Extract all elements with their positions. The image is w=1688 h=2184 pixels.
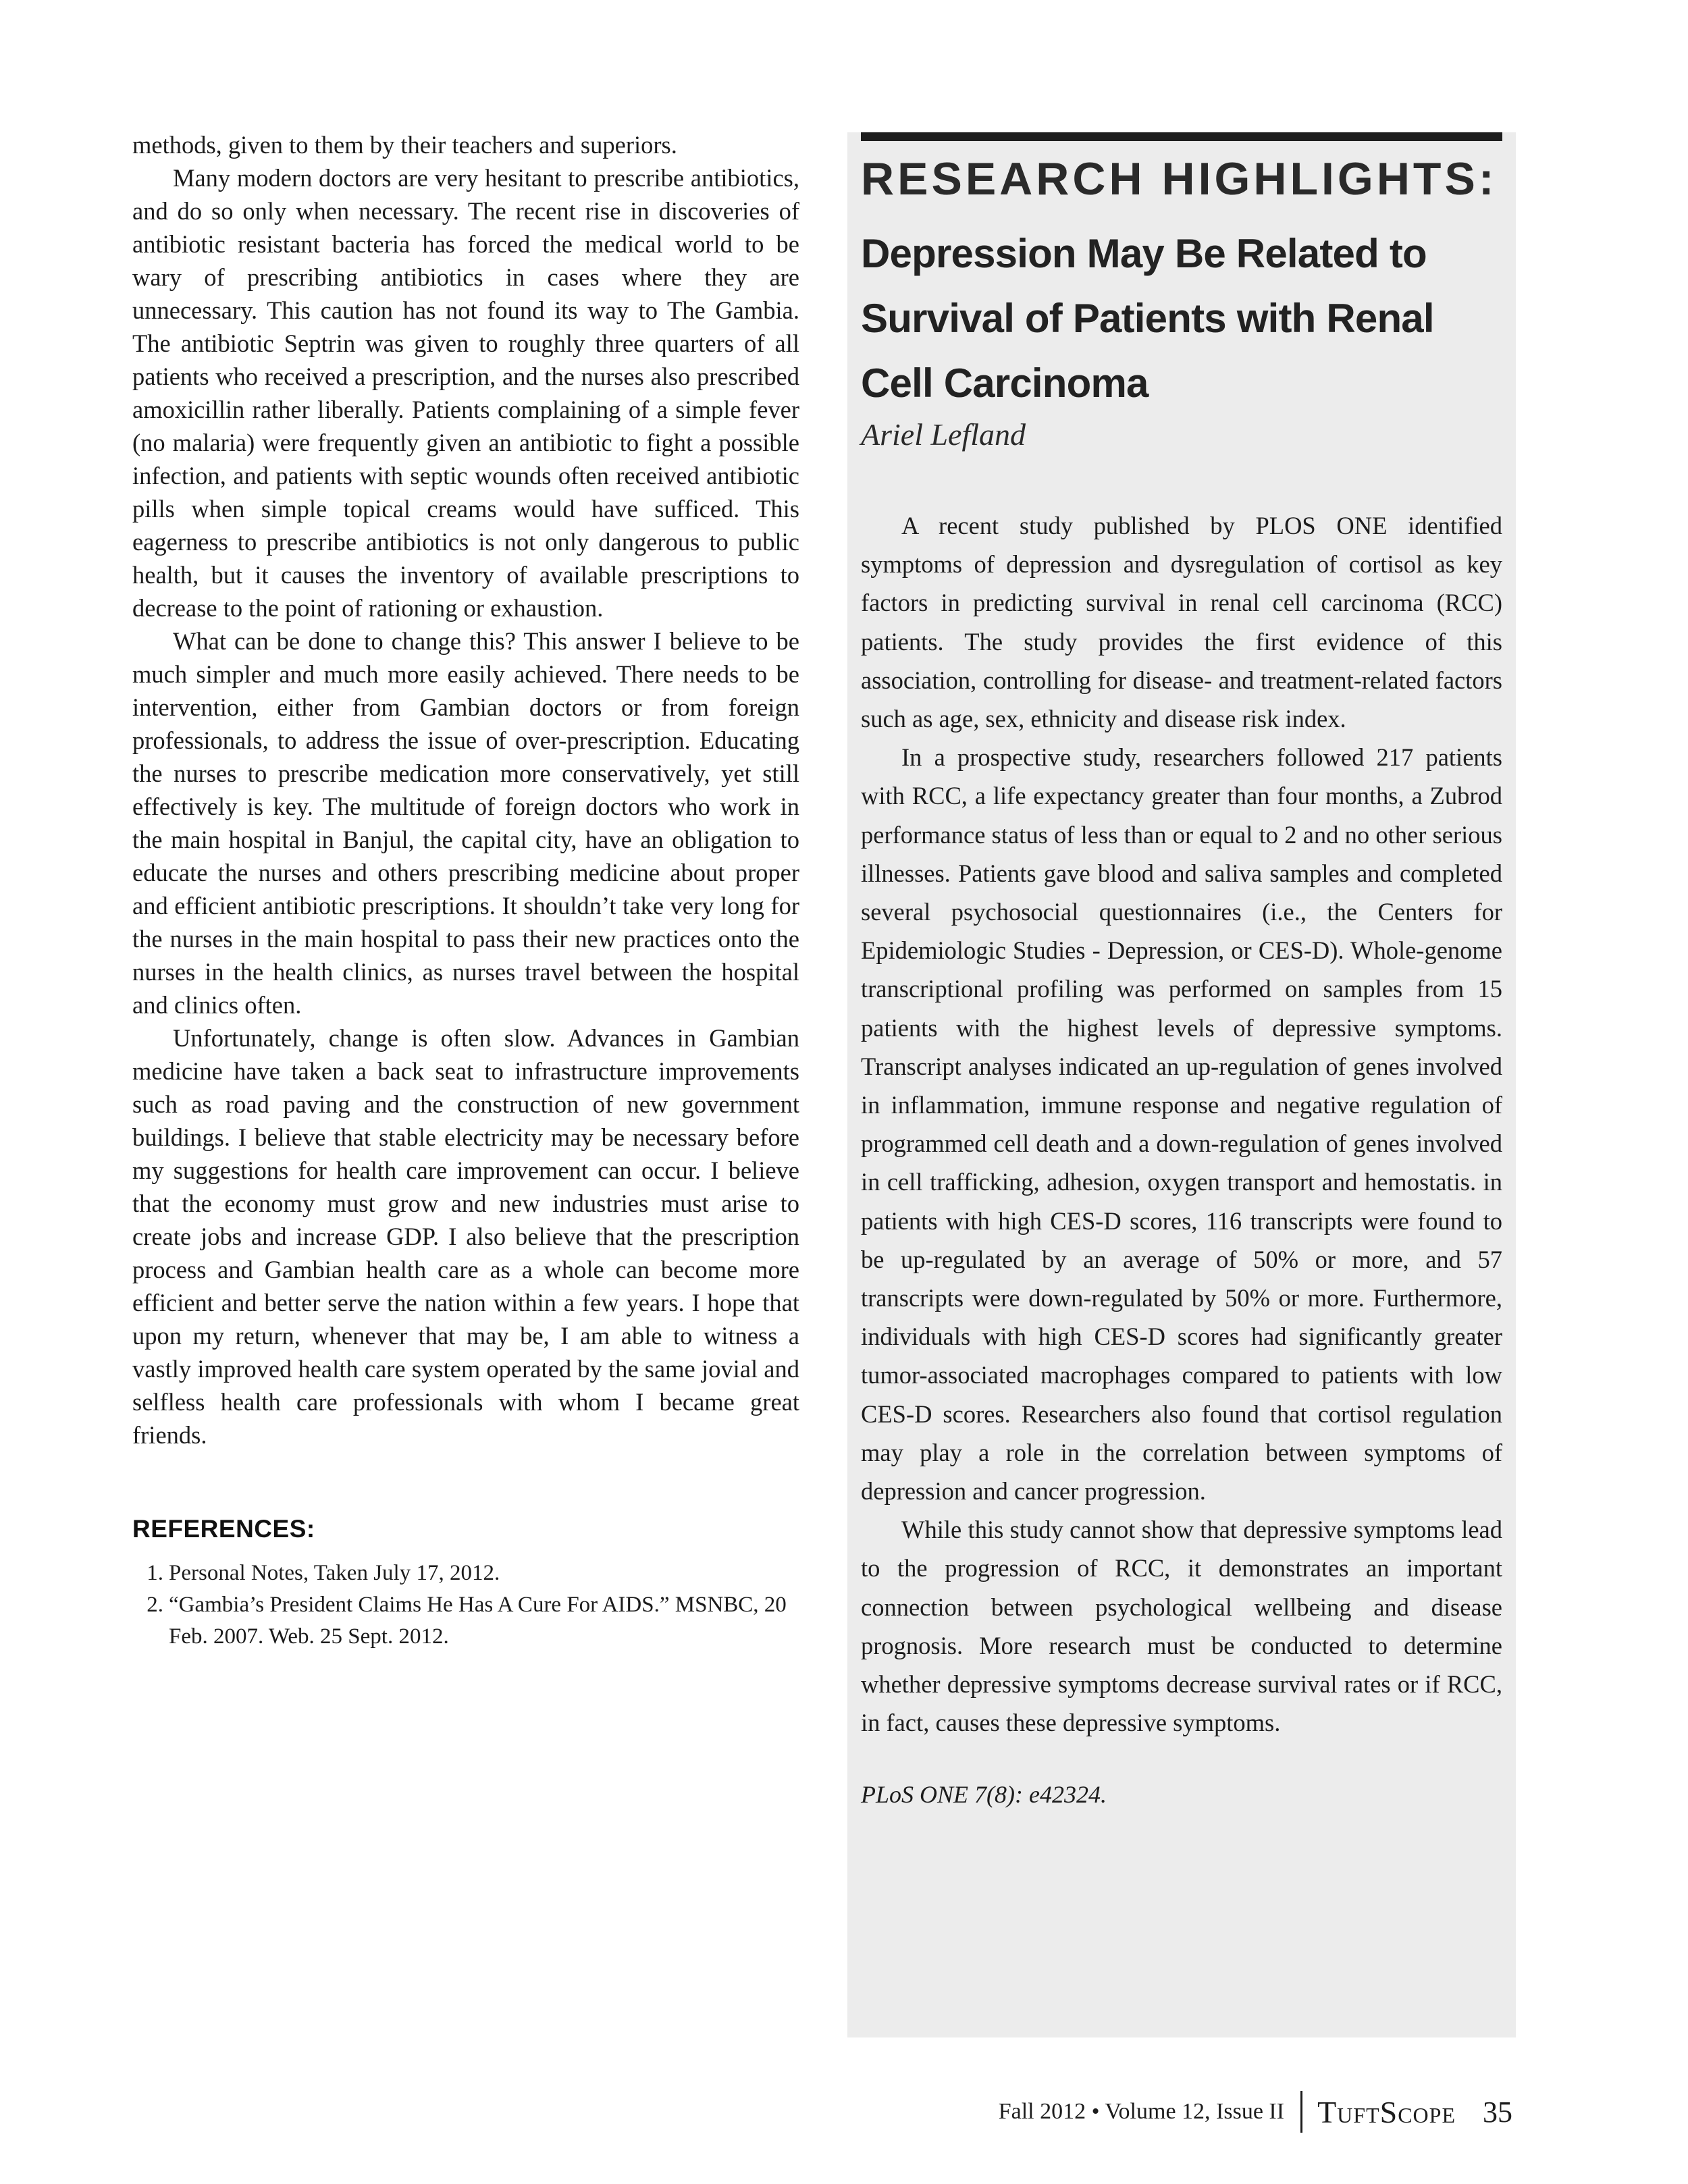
footer-brand: TuftScope: [1317, 2094, 1456, 2129]
reference-item: [132, 1589, 799, 1653]
article-paragraph: What can be done to change this? This answer I believe to be much simpler and much more easily achieved. There needs to be intervention, either from Gambian doctors or from foreign professionals, to address the issue of over-prescription. Educating the nurses to prescribe medication more conservatively, yet still effectively is key. The multitude of foreign doctors who work in the main hospital in Banjul, the capital city, have an obligation to educate the nurses and others prescribing medicine about proper and efficient antibiotic prescriptions. It shouldn’t take very long for the nurses in the main hospital to pass their new practices onto the nurses in the health clinics, as nurses travel between the hospital and clinics often.: [132, 627, 799, 1019]
sidebar-paragraph: In a prospective study, researchers followed 217 patients with RCC, a life expectancy greater than four months, a Zubrod performance status of less than or equal to 2 and no other serious illnesses. Patients gave blood and saliva samples and completed several psychosocial questionnaires (i.e., the Centers for Epidemiologic Studies - Depression, or CES-D). Whole-genome transcriptional profiling was performed on samples from 15 patients with the highest levels of depressive symptoms. Transcript analyses indicated an up-regulation of genes involved in inflammation, immune response and negative regulation of programmed cell death and a down-regulation of genes involved in cell trafficking, adhesion, oxygen transport and hemostatis. in patients with high CES-D scores, 116 transcripts were found to be up-regulated by an average of 50% or more, and 57 transcripts were down-regulated by 50% or more. Furthermore, individuals with high CES-D scores had significantly greater tumor-associated macrophages compared to patients with low CES-D scores. Researchers also found that cortisol regulation may play a role in the correlation between symptoms of depression and cancer progression.: [861, 743, 1502, 1506]
page-number: 35: [1483, 2095, 1512, 2129]
references-list: [132, 1557, 799, 1653]
article-paragraph: methods, given to them by their teachers and superiors.: [132, 131, 677, 159]
article-column: [132, 128, 799, 1653]
reference-text: Personal Notes, Taken July 17, 2012.: [169, 1561, 500, 1585]
sidebar-paragraph: A recent study published by PLOS ONE identified symptoms of depression and dysregulation of cortisol as key factors in predicting survival in renal cell carcinoma (RCC) patients. The study provides the first evidence of this association, controlling for disease- and treatment-related factors such as age, sex, ethnicity and disease risk index.: [861, 512, 1502, 733]
footer-issue: Fall 2012 • Volume 12, Issue II: [998, 2099, 1285, 2124]
reference-number: 2.: [147, 1593, 163, 1617]
reference-number: 1.: [147, 1561, 163, 1585]
sidebar-kicker: RESEARCH HIGHLIGHTS:: [861, 153, 1498, 205]
sidebar-title: Depression May Be Related to Survival of Patients with Renal Cell Carcinoma: [861, 231, 1434, 406]
reference-text: “Gambia’s President Claims He Has A Cure For AIDS.” MSNBC, 20 Feb. 2007. Web. 25 Sept. 2012.: [169, 1593, 787, 1649]
footer-divider: [1300, 2091, 1302, 2133]
sidebar-paragraph: While this study cannot show that depressive symptoms lead to the progression of RCC, it demonstrates an important connection between psychological wellbeing and disease prognosis. More research must be conducted to determine whether depressive symptoms decrease survival rates or if RCC, in fact, causes these depressive symptoms.: [861, 1516, 1502, 1737]
page-footer: [999, 2092, 1512, 2132]
article-paragraph: Unfortunately, change is often slow. Advances in Gambian medicine have taken a back seat to infrastructure improvements such as road paving and the construction of new government buildings. I believe that stable electricity may be necessary before my suggestions for health care improvement can occur. I believe that the economy must grow and new industries must arise to create jobs and increase GDP. I also believe that the prescription process and Gambian health care as a whole can become more efficient and better serve the nation within a few years. I hope that upon my return, whenever that may be, I am able to witness a vastly improved health care system operated by the same jovial and selfless health care professionals with whom I became great friends.: [132, 1024, 799, 1449]
reference-item: [132, 1557, 799, 1589]
sidebar-citation: PLoS ONE 7(8): e42324.: [861, 1780, 1107, 1808]
references-heading: REFERENCES:: [132, 1515, 315, 1543]
article-paragraph: Many modern doctors are very hesitant to prescribe antibiotics, and do so only when necessary. The recent rise in discoveries of antibiotic resistant bacteria has forced the medical world to be wary of prescribing antibiotics in cases where they are unnecessary. This caution has not found its way to The Gambia. The antibiotic Septrin was given to roughly three quarters of all patients who received a prescription, and the nurses also prescribed amoxicillin rather liberally. Patients complaining of a simple fever (no malaria) were frequently given an antibiotic to fight a possible infection, and patients with septic wounds often received antibiotic pills when simple topical creams would have sufficed. This eagerness to prescribe antibiotics is not only dangerous to public health, but it causes the inventory of available prescriptions to decrease to the point of rationing or exhaustion.: [132, 164, 799, 622]
sidebar-author: Ariel Lefland: [861, 417, 1026, 452]
sidebar-top-rule: [861, 132, 1502, 141]
sidebar-body: [861, 506, 1502, 1742]
sidebar-content: [861, 149, 1502, 1811]
